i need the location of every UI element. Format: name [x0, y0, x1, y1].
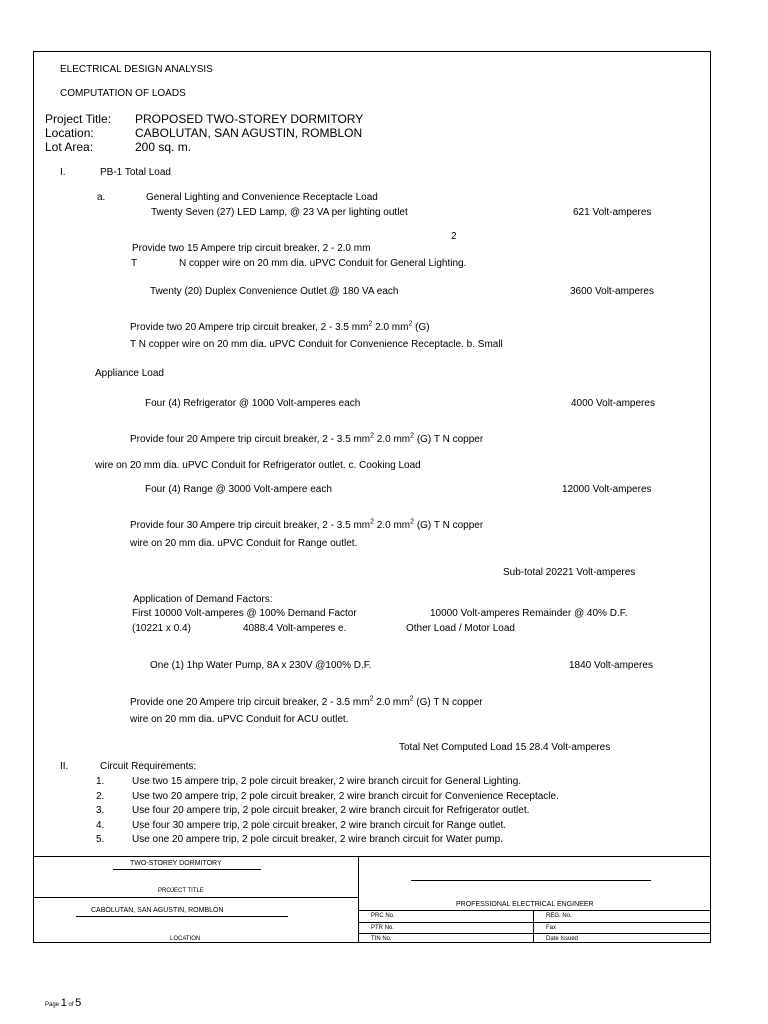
title-block-divider — [358, 856, 359, 943]
lamp-breaker: Provide two 15 Ampere trip circuit breaker, 2 - 2.0 mm — [132, 243, 371, 254]
doc-subtitle: COMPUTATION OF LOADS — [60, 88, 186, 99]
ptr-no-label: PTR No. — [371, 925, 395, 931]
range-breaker: Provide four 30 Ampere trip circuit breaker, 2 - 3.5 $mm^2$ 2.0 $mm^2$ (G) T N copper — [130, 518, 484, 531]
item-a-label: a. — [97, 192, 106, 203]
list-item: Use two 15 ampere trip, 2 pole circuit breaker, 2 wire branch circuit for General Lighting. — [132, 776, 522, 787]
section-2-number: II. — [60, 761, 69, 772]
list-item: Use four 20 ampere trip, 2 pole circuit breaker, 2 wire branch circuit for Refrigerator outlet. — [132, 805, 530, 816]
range-line: Four (4) Range @ 3000 Volt-ampere each — [145, 484, 332, 495]
tb-project-underline — [113, 869, 261, 870]
reg-no-label: REG. No. — [546, 913, 572, 919]
section-2-title: Circuit Requirements: — [100, 761, 197, 772]
tb-row-line-1 — [358, 910, 711, 911]
pump-value: 1840 Volt-amperes — [569, 660, 653, 671]
lot-area-value: 200 sq. m. — [135, 140, 192, 154]
date-issued-label: Date Issued — [546, 936, 579, 942]
list-item-number: 2. — [96, 791, 105, 802]
fridge-line: Four (4) Refrigerator @ 1000 Volt-amperes each — [145, 398, 361, 409]
tb-project-value: TWO-STOREY DORMITORY — [130, 860, 222, 867]
item-a-title: General Lighting and Convenience Receptacle Load — [146, 192, 378, 203]
lot-area-label: Lot Area: — [45, 140, 94, 154]
lamp-wire: N copper wire on 20 mm dia. uPVC Conduit for General Lighting. — [179, 258, 467, 269]
outlet-line: Twenty (20) Duplex Convenience Outlet @ 180 VA each — [150, 286, 399, 297]
list-item: Use one 20 ampere trip, 2 pole circuit breaker, 2 wire branch circuit for Water pump. — [132, 834, 503, 845]
lamp-superscript: 2 — [451, 231, 457, 242]
list-item-number: 4. — [96, 820, 105, 831]
list-item-number: 3. — [96, 805, 105, 816]
title-block-top-line — [33, 856, 711, 857]
outlet-wire: T N copper wire on 20 mm dia. uPVC Conduit for Convenience Receptacle. b. Small — [130, 339, 503, 350]
section-1-number: I. — [60, 167, 66, 178]
tb-row-line-3 — [358, 933, 711, 934]
list-item: Use four 30 ampere trip, 2 pole circuit breaker, 2 wire branch circuit for Range outlet. — [132, 820, 507, 831]
demand-calc: (10221 x 0.4) — [132, 623, 191, 634]
page-indicator: Page 1 of 5 — [45, 997, 82, 1009]
list-item-number: 1. — [96, 776, 105, 787]
project-title-label: Project Title: — [45, 112, 112, 126]
tb-location-label: LOCATION — [170, 936, 201, 942]
location-label: Location: — [45, 126, 94, 140]
engineer-label: PROFESSIONAL ELECTRICAL ENGINEER — [456, 901, 594, 908]
tb-col-line — [533, 910, 534, 943]
range-wire: wire on 20 mm dia. uPVC Conduit for Range outlet. — [130, 538, 358, 549]
demand-first-value: 10000 Volt-amperes Remainder @ 40% D.F. — [430, 608, 628, 619]
pump-line: One (1) 1hp Water Pump, 8A x 230V @100% D.F. — [150, 660, 372, 671]
tb-location-underline — [76, 916, 288, 917]
outlet-value: 3600 Volt-amperes — [570, 286, 654, 297]
project-title-value: PROPOSED TWO-STOREY DORMITORY — [135, 112, 364, 126]
lamp-wire-t: T — [131, 258, 138, 269]
pump-breaker: Provide one 20 Ampere trip circuit breaker, 2 - 3.5 $mm^2$ 2.0 $mm^2$ (G) T N copper — [130, 695, 483, 708]
appliance-title: Appliance Load — [95, 368, 164, 379]
list-item-number: 5. — [96, 834, 105, 845]
section-1-title: PB-1 Total Load — [100, 167, 171, 178]
prc-no-label: PRC No. — [371, 913, 395, 919]
pump-wire: wire on 20 mm dia. uPVC Conduit for ACU outlet. — [130, 714, 349, 725]
list-item: Use two 20 ampere trip, 2 pole circuit breaker, 2 wire branch circuit for Convenience Receptacle. — [132, 791, 559, 802]
demand-calc-value: 4088.4 Volt-amperes e. — [243, 623, 347, 634]
doc-title: ELECTRICAL DESIGN ANALYSIS — [60, 64, 213, 75]
fridge-wire: wire on 20 mm dia. uPVC Conduit for Refrigerator outlet. c. Cooking Load — [95, 460, 421, 471]
location-value: CABOLUTAN, SAN AGUSTIN, ROMBLON — [135, 126, 363, 140]
lamp-value: 621 Volt-amperes — [573, 207, 652, 218]
fax-label: Fax — [546, 925, 557, 931]
tb-row-line-2 — [358, 922, 711, 923]
signature-line — [411, 880, 651, 881]
tin-no-label: TIN No. — [371, 936, 392, 942]
other-load-title: Other Load / Motor Load — [406, 623, 515, 634]
total-net-load: Total Net Computed Load 15 28.4 Volt-amperes — [399, 742, 611, 753]
lamp-line: Twenty Seven (27) LED Lamp, @ 23 VA per lighting outlet — [151, 207, 408, 218]
demand-first: First 10000 Volt-amperes @ 100% Demand Factor — [132, 608, 357, 619]
fridge-breaker: Provide four 20 Ampere trip circuit breaker, 2 - 3.5 $mm^2$ 2.0 $mm^2$ (G) T N copper — [130, 432, 484, 445]
demand-title: Application of Demand Factors: — [133, 594, 273, 605]
subtotal: Sub-total 20221 Volt-amperes — [503, 567, 636, 578]
tb-project-label: PROJECT TITLE — [158, 888, 204, 894]
outlet-breaker: Provide two 20 Ampere trip circuit breaker, 2 - 3.5 $mm^2$ 2.0 $mm^2$ (G) — [130, 320, 430, 333]
range-value: 12000 Volt-amperes — [562, 484, 652, 495]
tb-location-value: CABOLUTAN, SAN AGUSTIN, ROMBLON — [91, 907, 224, 914]
title-block-left-mid-line — [33, 897, 358, 898]
fridge-value: 4000 Volt-amperes — [571, 398, 655, 409]
